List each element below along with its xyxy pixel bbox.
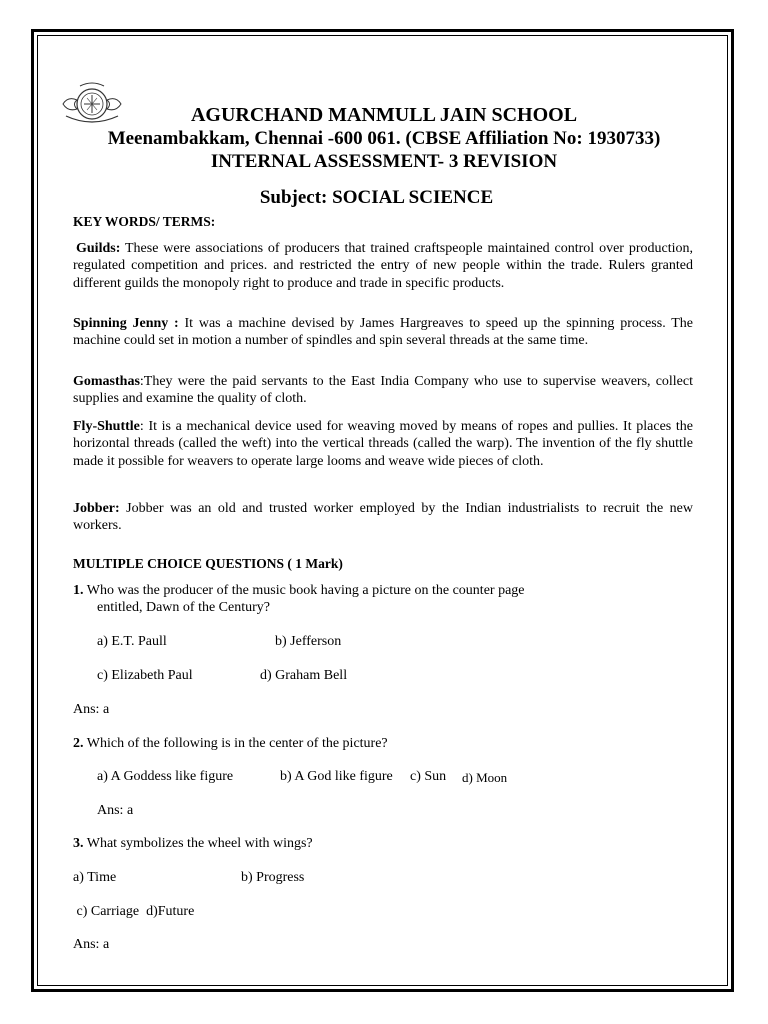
q2-option-b: b) A God like figure	[280, 769, 393, 784]
q2-option-d: d) Moon	[462, 770, 508, 785]
question-1	[73, 583, 525, 599]
q3-option-a: a) Time	[73, 870, 117, 885]
question-text: Which of the following is in the center of the picture?	[83, 736, 388, 751]
keyword-guilds	[73, 240, 693, 292]
keyword-term: Fly-Shuttle	[73, 419, 140, 434]
q2-answer: Ans: a	[97, 803, 134, 818]
keyword-definition: These were associations of producers that trained craftspeople maintained control over production, regulated competition and prices. and restricted the entry of new people within the trade. Rulers granted different guilds the monopoly right to produce and trade in specific products.	[73, 241, 693, 291]
keyword-spinning-jenny	[73, 315, 693, 350]
question-text: What symbolizes the wheel with wings?	[83, 836, 313, 851]
keyword-jobber	[73, 500, 693, 535]
q3-options-c-d: c) Carriage d)Future	[73, 904, 195, 919]
question-number: 1.	[73, 583, 84, 598]
keyword-term: Guilds:	[76, 241, 121, 256]
q3-option-b: b) Progress	[241, 870, 305, 885]
question-text: Who was the producer of the music book having a picture on the counter page	[83, 583, 525, 598]
q2-option-c: c) Sun	[410, 769, 447, 784]
q1-option-c: c) Elizabeth Paul	[97, 668, 193, 683]
keyword-term: Gomasthas	[73, 374, 140, 389]
keyword-definition: :They were the paid servants to the East India Company who use to supervise weavers, collect supplies and examine the quality of cloth.	[73, 374, 693, 407]
school-name: AGURCHAND MANMULL JAIN SCHOOL	[190, 104, 578, 126]
question-2	[73, 736, 388, 752]
question-1-line2: entitled, Dawn of the Century?	[97, 600, 271, 615]
school-address: Meenambakkam, Chennai -600 061. (CBSE Affiliation No: 1930733)	[107, 128, 661, 149]
assessment-title: INTERNAL ASSESSMENT- 3 REVISION	[210, 151, 558, 172]
keyword-term: Jobber:	[73, 501, 120, 516]
mcq-heading: MULTIPLE CHOICE QUESTIONS ( 1 Mark)	[73, 556, 343, 571]
q3-answer: Ans: a	[73, 937, 110, 952]
keyword-fly-shuttle	[73, 418, 693, 470]
keyword-definition: It was a machine devised by James Hargreaves to speed up the spinning process. The machine could set in motion a number of spindles and spin several threads at the same time.	[73, 316, 693, 349]
keyword-definition: : It is a mechanical device used for weaving moved by means of ropes and pullies. It places the horizontal threads (called the weft) into the vertical threads (called the warp). The invention of the fly shuttle made it possible for weavers to operate large looms and weave wide pieces of cloth.	[73, 419, 693, 469]
question-3	[73, 836, 313, 852]
q1-option-b: b) Jefferson	[275, 634, 342, 649]
subject-title: Subject: SOCIAL SCIENCE	[259, 187, 494, 208]
keyword-term: Spinning Jenny :	[73, 316, 179, 331]
q1-answer: Ans: a	[73, 702, 110, 717]
q1-option-d: d) Graham Bell	[260, 668, 348, 683]
question-number: 2.	[73, 736, 84, 751]
keyword-gomasthas	[73, 373, 693, 408]
q2-option-a: a) A Goddess like figure	[97, 769, 234, 784]
question-number: 3.	[73, 836, 84, 851]
q1-option-a: a) E.T. Paull	[97, 634, 167, 649]
keywords-heading: KEY WORDS/ TERMS:	[73, 214, 216, 229]
keyword-definition: Jobber was an old and trusted worker employed by the Indian industrialists to recruit the new workers.	[73, 501, 693, 534]
